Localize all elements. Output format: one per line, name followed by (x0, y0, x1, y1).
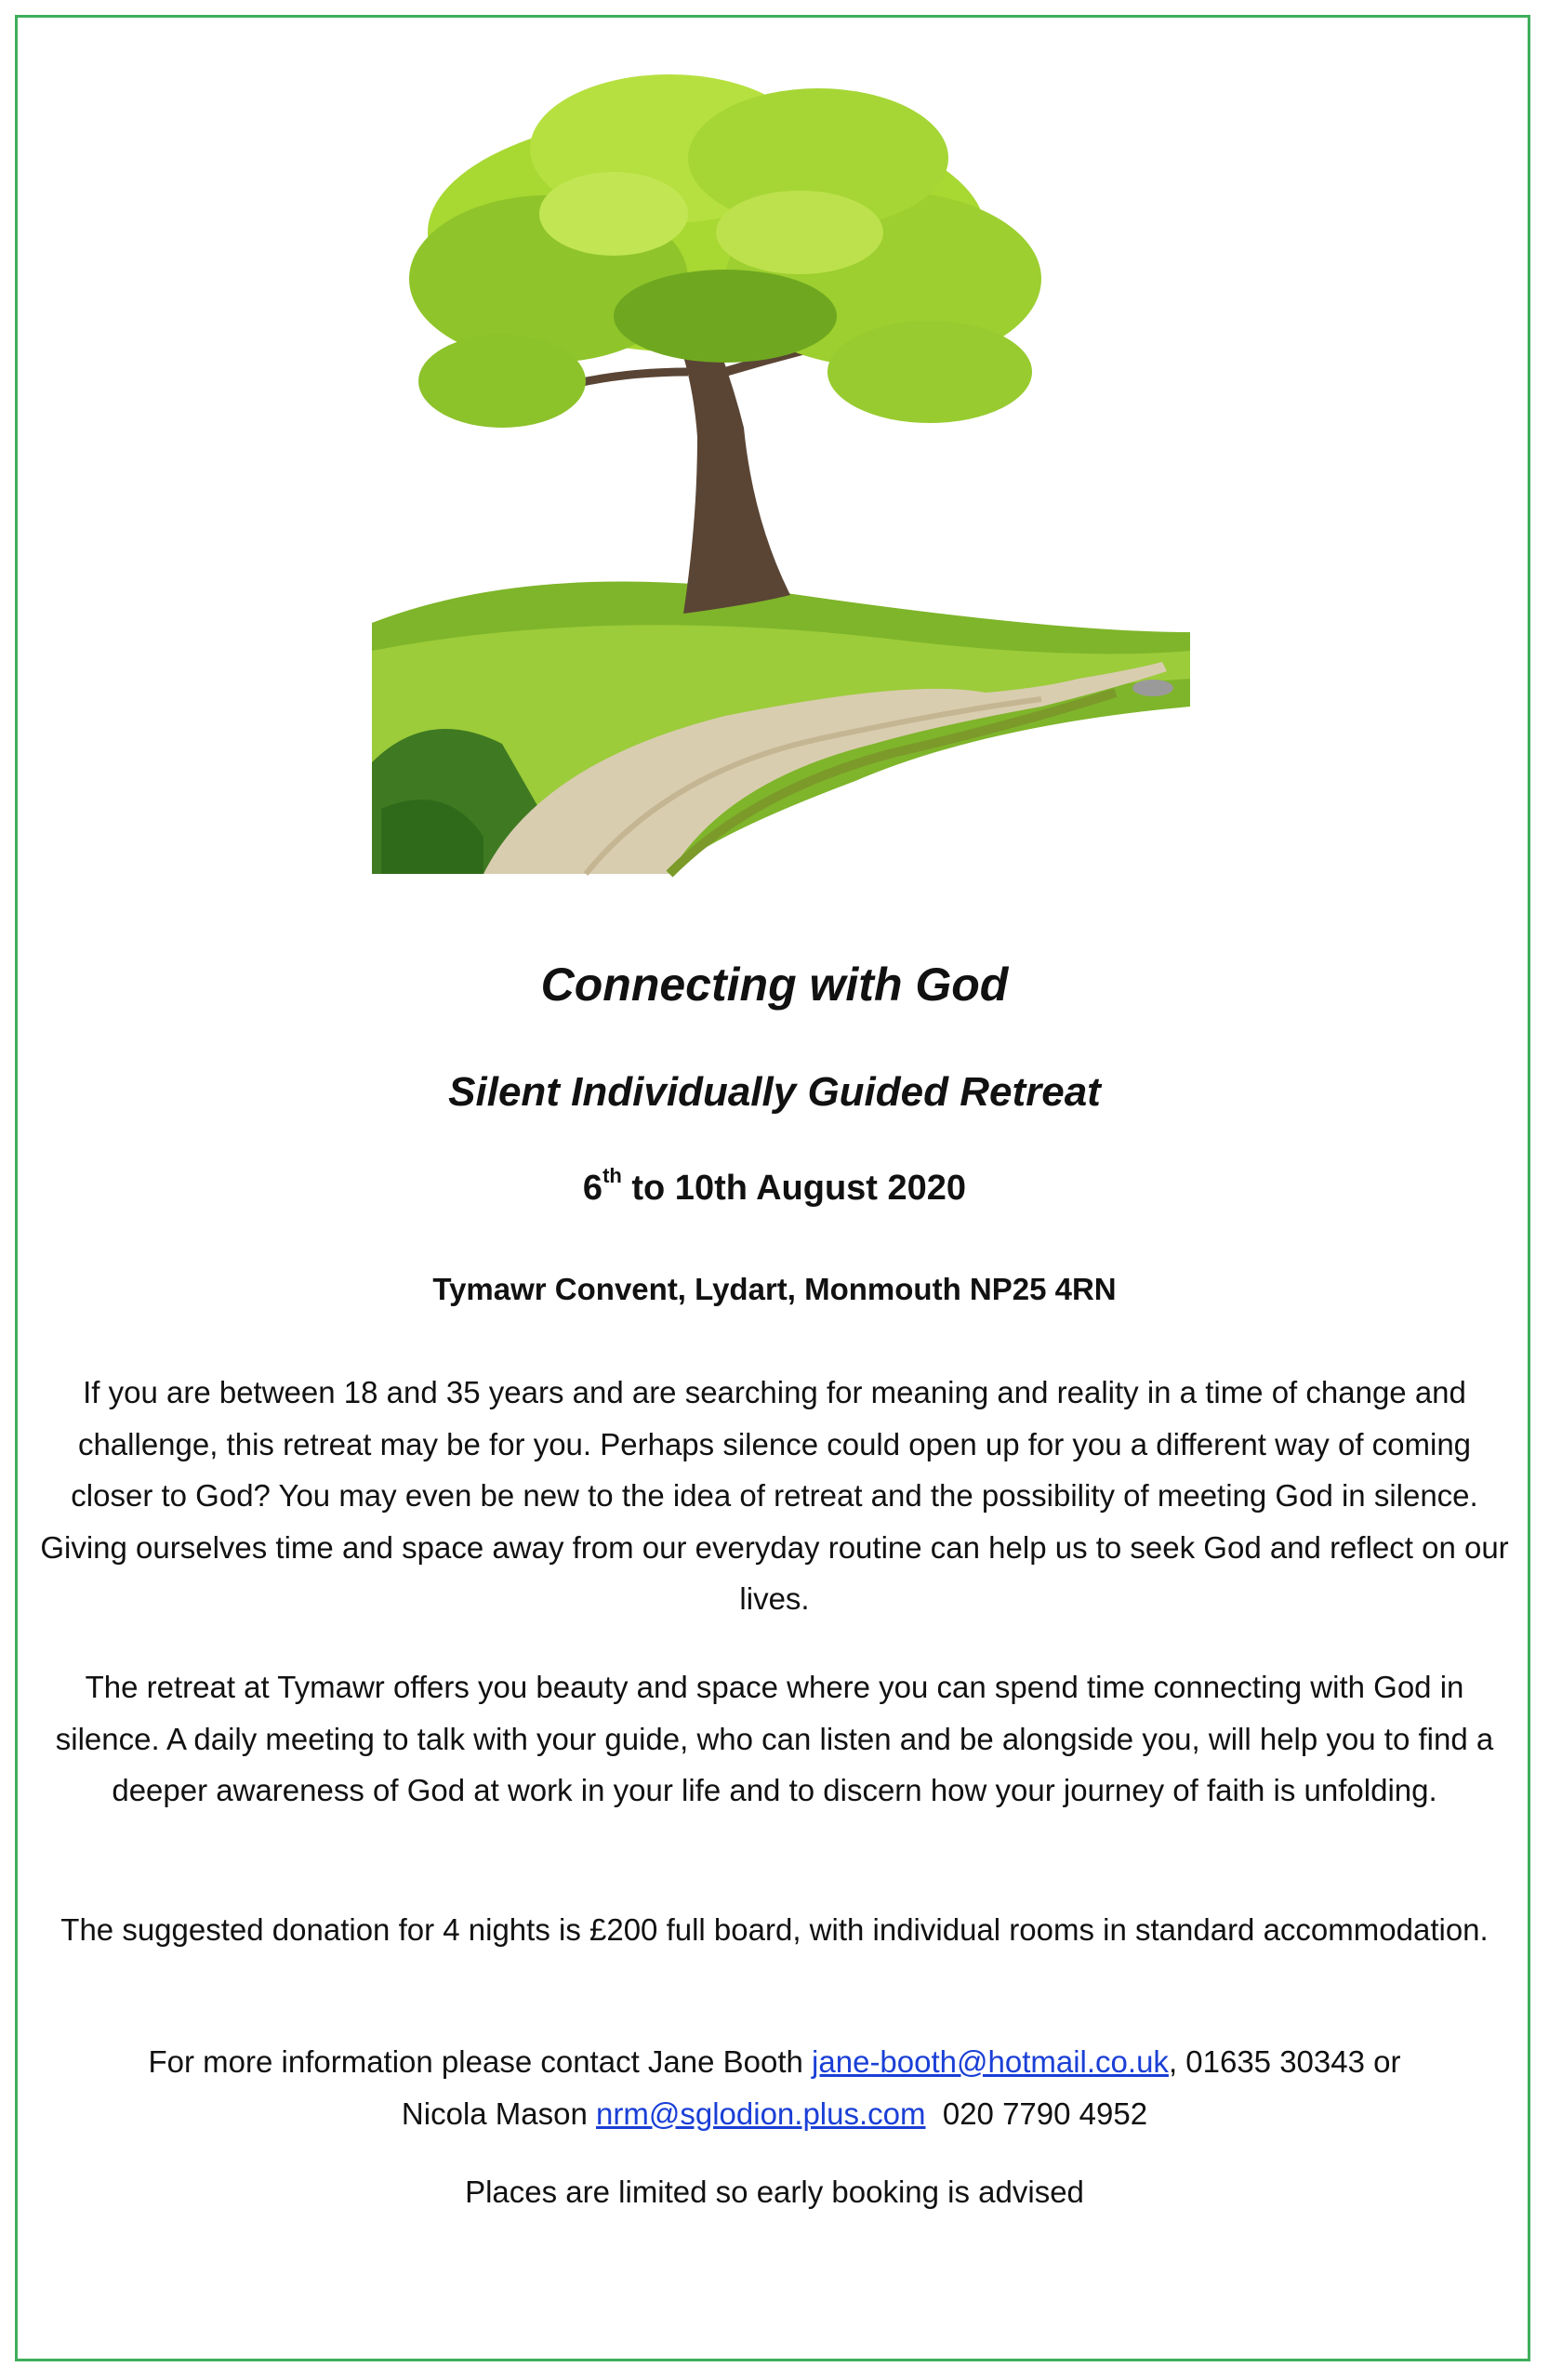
contact-paragraph (37, 2036, 1512, 2139)
retreat-dates (0, 1164, 1549, 1209)
retreat-title: Connecting with God (540, 959, 1009, 1011)
retreat-description-paragraph: The retreat at Tymawr offers you beauty and space where you can spend time connecting with God in silence. A daily meeting to talk with your guide, who can listen and be alongside you, will help you to find a deeper awareness of God at work in your life and to discern how your journey of faith is unfolding. (55, 1670, 1494, 1807)
email-link-jane[interactable]: jane-booth@hotmail.co.uk (812, 2044, 1169, 2079)
booking-note: Places are limited so early booking is advised (465, 2175, 1084, 2209)
contact-phone-2: 020 7790 4952 (925, 2096, 1148, 2131)
rock-icon (1132, 680, 1173, 696)
donation-paragraph: The suggested donation for 4 nights is £200 full board, with individual rooms in standard accommodation. (60, 1912, 1489, 1947)
tree-hill-path-illustration (149, 37, 1404, 920)
ordinal-suffix: th (602, 1164, 622, 1187)
venue-address: Tymawr Convent, Lydart, Monmouth NP25 4RN (432, 1272, 1117, 1306)
contact-phone-1: , 01635 30343 or (1168, 2044, 1401, 2079)
start-day: 6 (582, 1169, 603, 1208)
contact-intro: For more information please contact Jane Booth (148, 2044, 813, 2079)
email-link-nicola[interactable]: nrm@sglodion.plus.com (596, 2096, 926, 2131)
retreat-subtitle: Silent Individually Guided Retreat (448, 1069, 1101, 1115)
intro-paragraph: If you are between 18 and 35 years and are searching for meaning and reality in a time of change and challenge, this retreat may be for you. Perhaps silence could open up for you a different way of coming closer to God? You may even be new to the idea of retreat and the possibility of meeting God in silence. Giving ourselves time and space away from our everyday routine can help us to seek God and reflect on our lives. (40, 1375, 1509, 1616)
dates-rest: to 10th August 2020 (621, 1169, 967, 1208)
contact-name-2: Nicola Mason (401, 2096, 597, 2131)
